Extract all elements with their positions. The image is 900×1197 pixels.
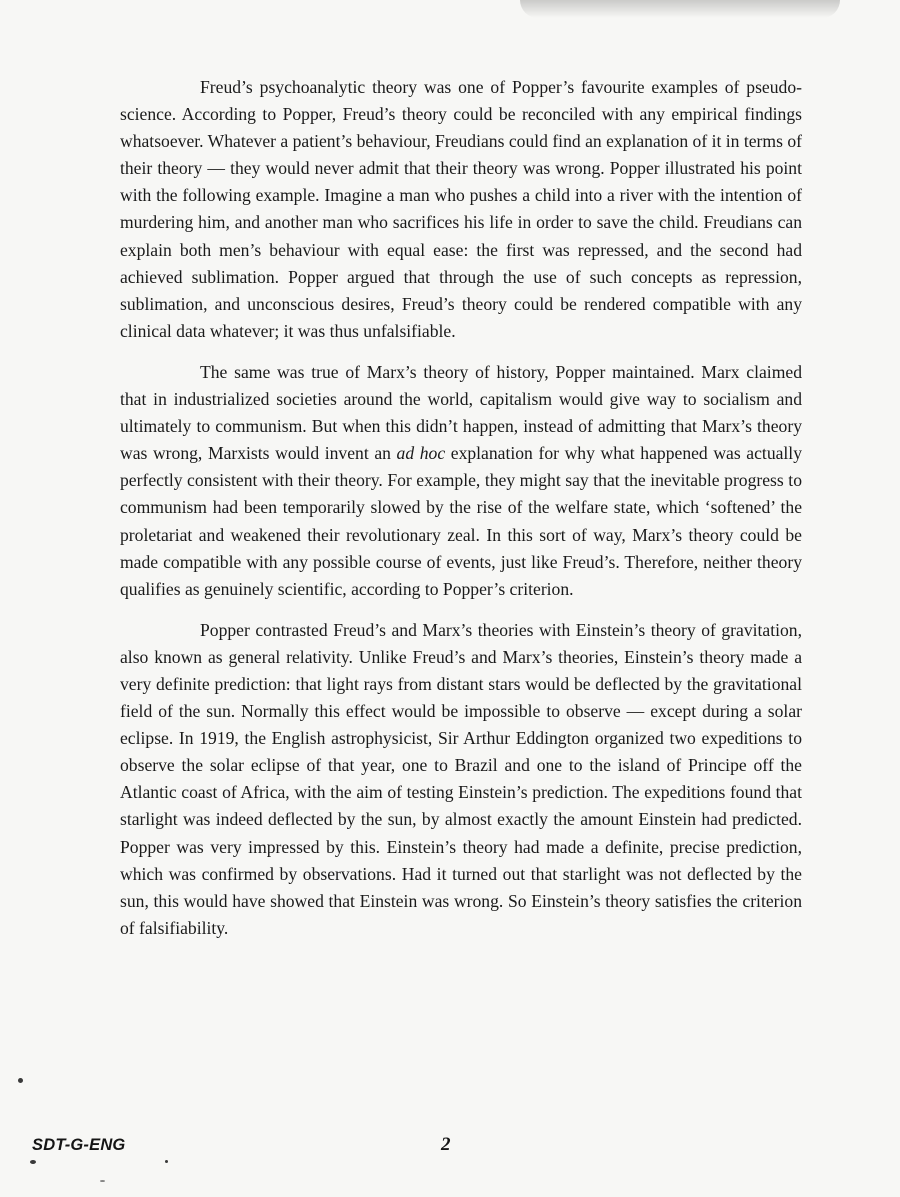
paragraph-marx-text-after: explanation for why what happened was actually perfectly consistent with their theory. For example, they might say that the inevitable progress to communism had been temporarily slowed by the rise of the welfare state, which ‘softened’ the proletariat and weakened their revolutionary zeal. In this sort of way, Marx’s theory could be made compatible with any possible course of events, just like Freud’s. Therefore, neither theory qualifies as genuinely scientific, according to Popper’s criterion. [120,443,802,599]
paragraph-marx [120,359,802,603]
scan-speck [100,1180,105,1182]
paragraph-marx-italic-term: ad hoc [396,443,446,464]
scan-speck [30,1160,36,1164]
paragraph-einstein: Popper contrasted Freud’s and Marx’s theories with Einstein’s theory of gravitation, also known as general relativity. Unlike Freud’s and Marx’s theories, Einstein’s theory made a very definite prediction: that light rays from distant stars would be deflected by the gravitational field of the sun. Normally this effect would be impossible to observe — except during a solar eclipse. In 1919, the English astrophysicist, Sir Arthur Eddington organized two expeditions to observe the solar eclipse of that year, one to Brazil and one to the island of Principe off the Atlantic coast of Africa, with the aim of testing Einstein’s prediction. The expeditions found that starlight was indeed deflected by the sun, by almost exactly the amount Einstein had predicted. Popper was very impressed by this. Einstein’s theory had made a definite, precise prediction, which was confirmed by observations. Had it turned out that starlight was not deflected by the sun, this would have showed that Einstein was wrong. So Einstein’s theory satisfies the criterion of falsifiability. [120,619,802,938]
scan-speck [165,1160,168,1163]
scan-speck [18,1078,23,1083]
body-text [120,74,802,942]
paragraph-freud: Freud’s psychoanalytic theory was one of Popper’s favourite examples of pseudo-science. According to Popper, Freud’s theory could be reconciled with any empirical findings whatsoever. Whatever a patient’s behaviour, Freudians could find an explanation of it in terms of their theory — they would never admit that their theory was wrong. Popper illustrated his point with the following example. Imagine a man who pushes a child into a river with the intention of murdering him, and another man who sacrifices his life in order to save the child. Freudians can explain both men’s behaviour with equal ease: the first was repressed, and the second had achieved sublimation. Popper argued that through the use of such concepts as repression, sublimation, and unconscious desires, Freud’s theory could be rendered compatible with any clinical data whatever; it was thus unfalsifiable. [120,77,802,341]
page-number: 2 [441,1134,451,1155]
scan-shadow [520,0,840,18]
paragraph-marx-text-before: The same was true of Marx’s theory of history, Popper maintained. Marx claimed that in industrialized societies around the world, capitalism would give way to socialism and ultimately to communism. But when this didn’t happen, instead of admitting that Marx’s theory was wrong, Marxists would invent an [120,361,802,464]
document-code: SDT-G-ENG [32,1136,126,1154]
